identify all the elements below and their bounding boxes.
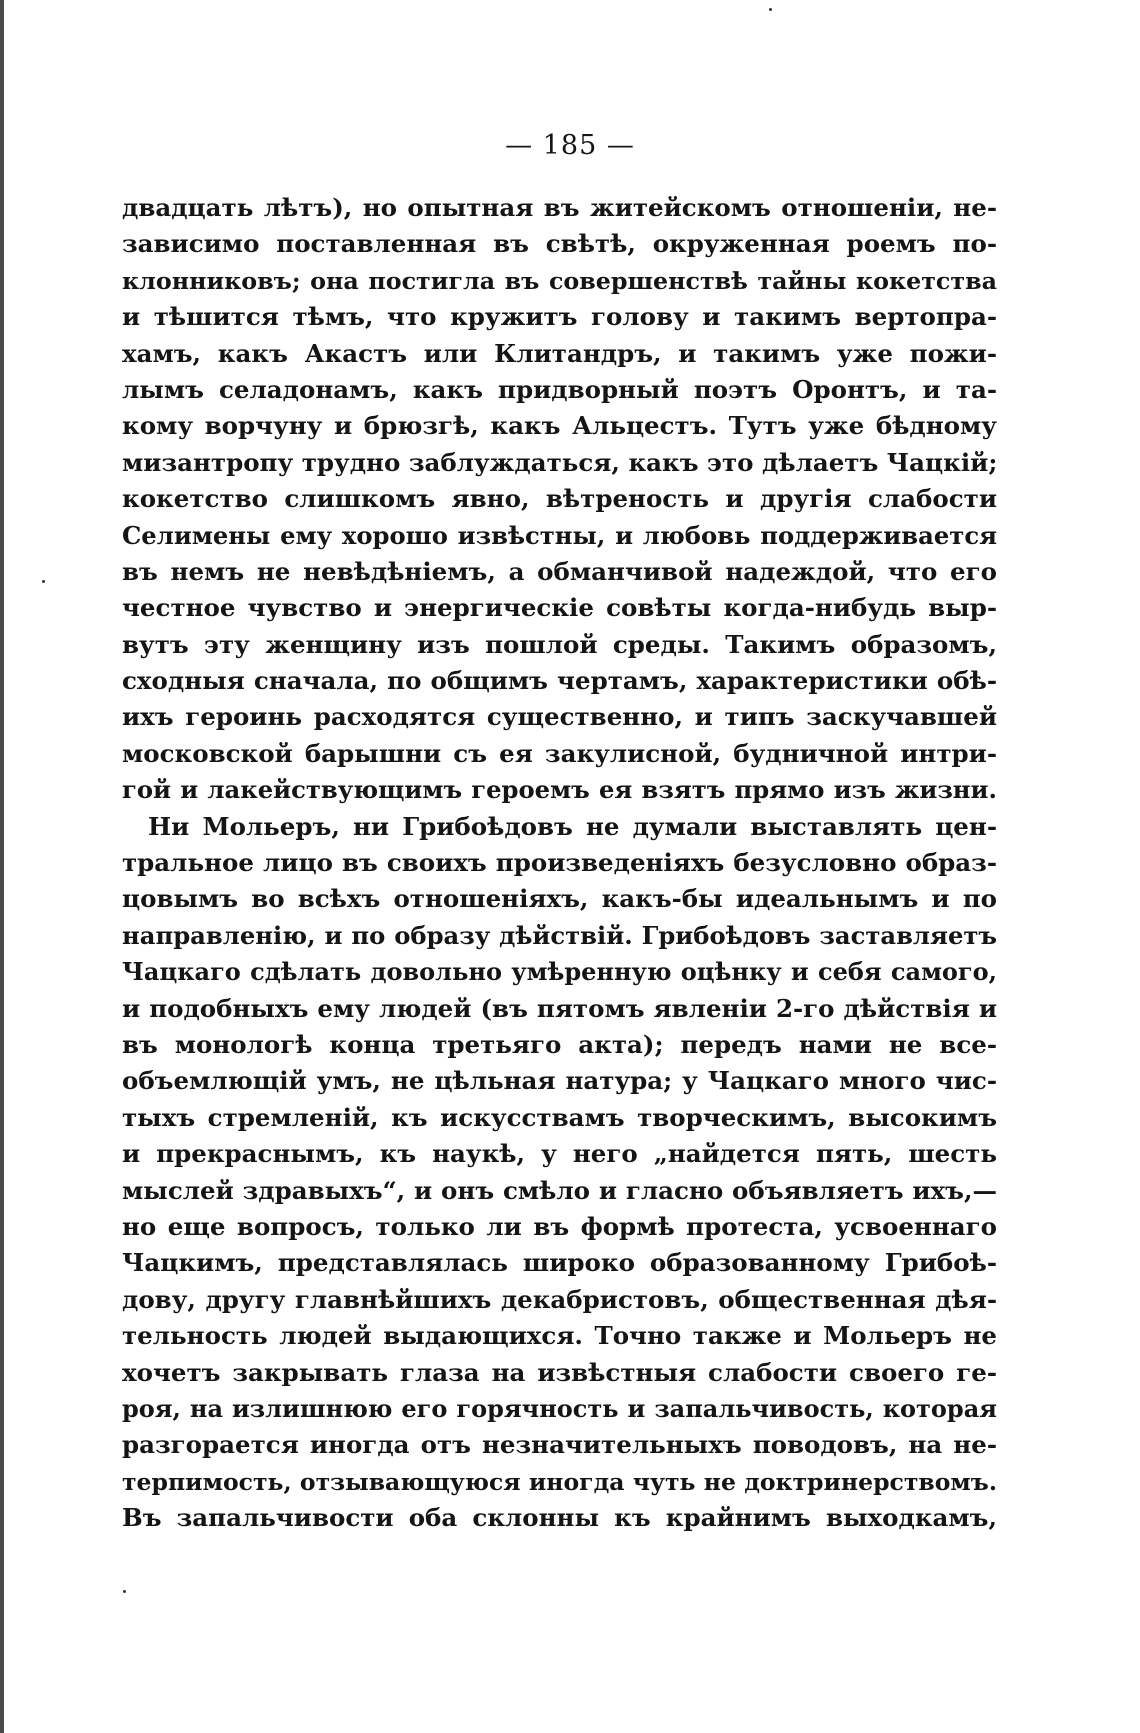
text-line: мыслей здравыхъ“, и онъ смѣло и гласно объявляетъ ихъ,— xyxy=(122,1175,997,1205)
text-line: Въ запальчивости оба склонны къ крайнимъ выходкамъ, xyxy=(122,1503,997,1533)
text-line: честное чувство и энергическіе совѣты когда-нибудь выр- xyxy=(122,593,997,623)
text-line: московской барышни съ ея закулисной, будничной интри- xyxy=(122,738,997,768)
text-line: терпимость, отзывающуюся иногда чуть не доктринерствомъ. xyxy=(122,1467,997,1496)
text-line: направленію, и по образу дѣйствій. Грибоѣдовъ заставляетъ xyxy=(122,920,997,950)
text-line: цовымъ во всѣхъ отношеніяхъ, какъ-бы идеальнымъ и по xyxy=(122,884,997,914)
dust-speck xyxy=(769,8,772,11)
text-line: тыхъ стремленій, къ искусствамъ творческимъ, высокимъ xyxy=(122,1102,997,1132)
text-line: хочетъ закрывать глаза на извѣстныя слабости своего ге- xyxy=(122,1357,997,1387)
text-line: Чацкимъ, представлялась широко образованному Грибоѣ- xyxy=(122,1248,997,1278)
text-line: разгорается иногда отъ незначительныхъ поводовъ, на не- xyxy=(122,1430,997,1460)
text-line: Чацкаго сдѣлать довольно умѣренную оцѣнку и себя самого, xyxy=(122,957,997,987)
text-line: въ монологѣ конца третьяго акта); передъ нами не все- xyxy=(122,1029,997,1059)
text-line: но еще вопросъ, только ли въ формѣ протеста, усвоеннаго xyxy=(122,1211,997,1241)
text-line: тельность людей выдающихся. Точно также и Мольеръ не xyxy=(122,1321,997,1351)
text-line: тральное лицо въ своихъ произведеніяхъ безусловно образ- xyxy=(122,848,997,878)
text-line: хамъ, какъ Акастъ или Клитандръ, и такимъ уже пожи- xyxy=(122,338,997,368)
text-line: клонниковъ; она постигла въ совершенствѣ тайны кокетства xyxy=(122,266,997,295)
text-line: кокетство слишкомъ явно, вѣтреность и другія слабости xyxy=(122,484,997,514)
dust-speck xyxy=(42,580,45,583)
text-line: гой и лакействующимъ героемъ ея взятъ прямо изъ жизни. xyxy=(122,775,997,805)
text-line: объемлющій умъ, не цѣльная натура; у Чацкаго много чис- xyxy=(122,1066,997,1096)
text-line: вутъ эту женщину изъ пошлой среды. Такимъ образомъ, xyxy=(122,629,997,659)
text-line: Селимены ему хорошо извѣстны, и любовь поддерживается xyxy=(122,520,997,550)
text-line: роя, на излишнюю его горячность и запальчивость, которая xyxy=(122,1393,997,1423)
text-line: ихъ героинь расходятся существенно, и типъ заскучавшей xyxy=(122,702,997,732)
dust-speck xyxy=(123,1590,126,1593)
page-number: — 185 — xyxy=(505,130,635,161)
text-line: и прекраснымъ, къ наукѣ, у него „найдется пять, шесть xyxy=(122,1139,997,1169)
paragraph-first-line: Ни Мольеръ, ни Грибоѣдовъ не думали выставлять цен- xyxy=(148,811,997,841)
page-edge-shadow xyxy=(0,0,4,1733)
text-line: въ немъ не невѣдѣніемъ, а обманчивой надеждой, что его xyxy=(122,556,997,586)
text-line: мизантропу трудно заблуждаться, какъ это дѣлаетъ Чацкій; xyxy=(122,447,997,477)
text-line: двадцать лѣтъ), но опытная въ житейскомъ отношеніи, не- xyxy=(122,193,997,222)
text-line: и подобныхъ ему людей (въ пятомъ явленіи 2-го дѣйствія и xyxy=(122,993,997,1023)
text-line: лымъ селадонамъ, какъ придворный поэтъ Оронтъ, и та- xyxy=(122,374,997,404)
text-line: зависимо поставленная въ свѣтѣ, окруженная роемъ по- xyxy=(122,229,997,259)
text-line: кому ворчуну и брюзгѣ, какъ Альцестъ. Тутъ уже бѣдному xyxy=(122,411,997,441)
body-text xyxy=(122,190,997,1536)
text-line: дову, другу главнѣйшихъ декабристовъ, общественная дѣя- xyxy=(122,1284,997,1314)
text-line: сходныя сначала, по общимъ чертамъ, характеристики обѣ- xyxy=(122,666,997,696)
text-line: и тѣшится тѣмъ, что кружитъ голову и такимъ вертопра- xyxy=(122,302,997,332)
